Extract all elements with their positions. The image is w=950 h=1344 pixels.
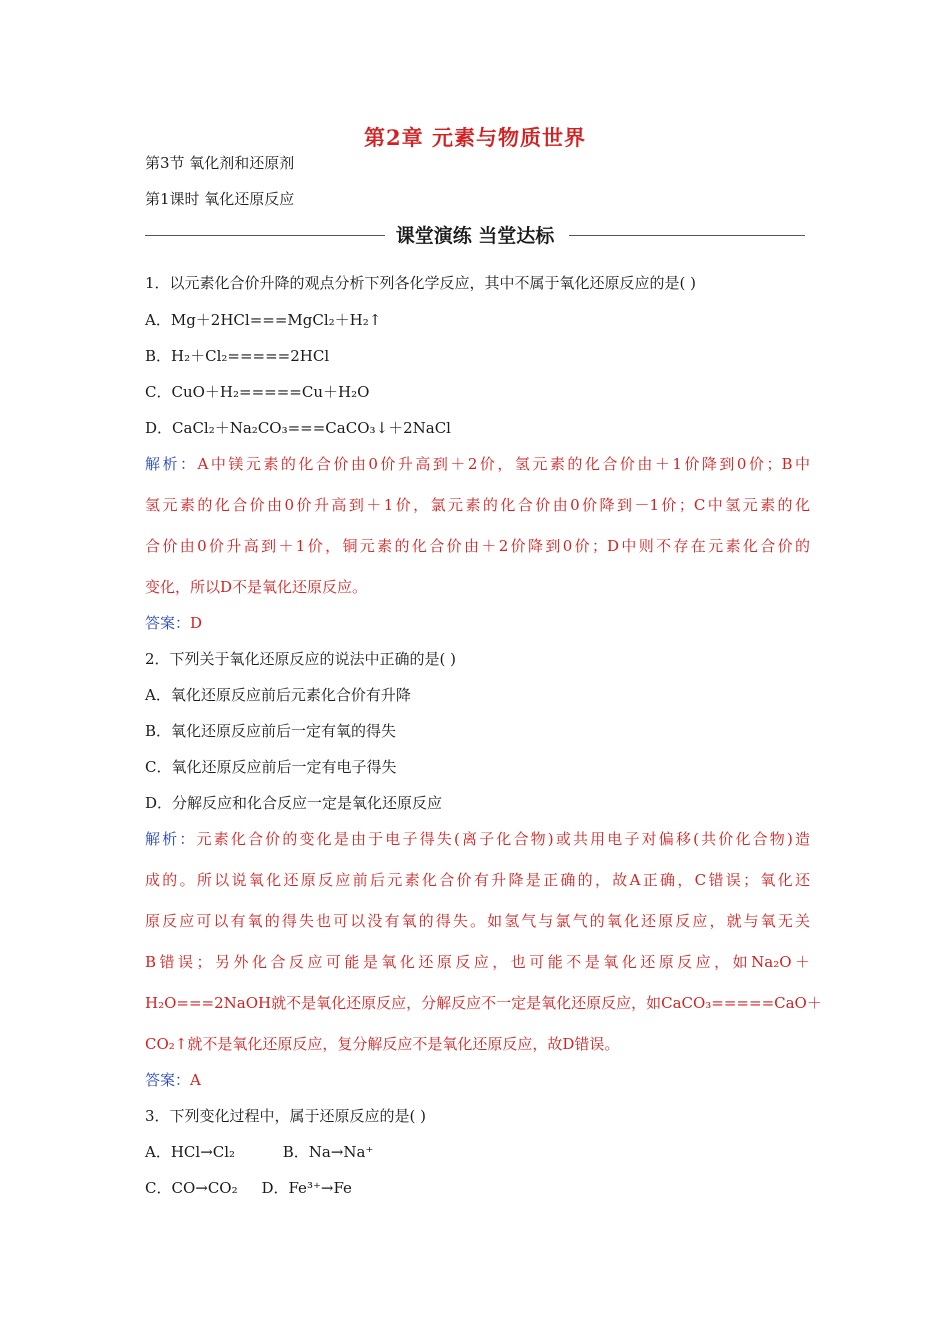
section-banner — [145, 220, 805, 250]
q2-analysis-line-6: CO₂↑就不是氧化还原反应，复分解反应不是氧化还原反应，故D错误。 — [145, 1035, 620, 1053]
section-heading: 第3节 氧化剂和还原剂 — [145, 154, 295, 172]
q2-analysis-line-2: 成的。所以说氧化还原反应前后元素化合价有升降是正确的，故A正确，C错误；氧化还 — [145, 871, 810, 889]
chapter-title: 第2章 元素与物质世界 — [364, 125, 586, 150]
q3-stem: 3．下列变化过程中，属于还原反应的是( ) — [145, 1107, 427, 1125]
q1-analysis-line-3: 合价由0价升高到＋1价，铜元素的化合价由＋2价降到0价；D中则不存在元素化合价的 — [145, 537, 810, 555]
q2-analysis-line-3: 原反应可以有氧的得失也可以没有氧的得失。如氢气与氯气的氧化还原反应，就与氧无关 — [145, 912, 810, 930]
answer-label: 答案： — [145, 1071, 191, 1089]
q1-analysis-line-1: 解析：A中镁元素的化合价由0价升高到＋2价，氢元素的化合价由＋1价降到0价；B中 — [145, 455, 810, 473]
banner-text: 课堂演练 当堂达标 — [395, 225, 555, 247]
q2-analysis-line-4: B错误；另外化合反应可能是氧化还原反应，也可能不是氧化还原反应，如Na₂O＋ — [145, 953, 810, 971]
q1-option-d: D．CaCl₂＋Na₂CO₃===CaCO₃↓＋2NaCl — [145, 419, 451, 437]
q2-stem: 2．下列关于氧化还原反应的说法中正确的是( ) — [145, 650, 457, 668]
q2-analysis-line-5: H₂O===2NaOH就不是氧化还原反应，分解反应不一定是氧化还原反应，如CaCO₃=====CaO＋ — [145, 994, 822, 1012]
q2-option-a: A．氧化还原反应前后元素化合价有升降 — [145, 686, 411, 704]
analysis-label: 解析： — [145, 455, 198, 473]
q1-stem: 1．以元素化合价升降的观点分析下列各化学反应，其中不属于氧化还原反应的是( ) — [145, 274, 697, 292]
lesson-heading: 第1课时 氧化还原反应 — [145, 190, 295, 208]
answer-label: 答案： — [145, 614, 191, 632]
q2-option-c: C．氧化还原反应前后一定有电子得失 — [145, 758, 397, 776]
q2-analysis-line-1: 解析：元素化合价的变化是由于电子得失(离子化合物)或共用电子对偏移(共价化合物)造 — [145, 830, 810, 848]
q2-option-b: B．氧化还原反应前后一定有氧的得失 — [145, 722, 397, 740]
q2-answer: 答案：A — [145, 1071, 201, 1089]
q1-analysis-line-4: 变化，所以D不是氧化还原反应。 — [145, 578, 368, 596]
q1-option-b: B．H₂＋Cl₂=====2HCl — [145, 347, 330, 365]
q3-options-row-2: C．CO→CO₂ D．Fe³⁺→Fe — [145, 1179, 352, 1197]
banner-rule-right — [569, 235, 805, 236]
analysis-label: 解析： — [145, 830, 197, 848]
q1-answer: 答案：D — [145, 614, 203, 632]
q2-option-d: D．分解反应和化合反应一定是氧化还原反应 — [145, 794, 443, 812]
q3-options-row-1: A．HCl→Cl₂ B．Na→Na⁺ — [145, 1143, 374, 1161]
q1-analysis-line-2: 氢元素的化合价由0价升高到＋1价，氯元素的化合价由0价降到－1价；C中氢元素的化 — [145, 496, 810, 514]
q1-option-c: C．CuO＋H₂=====Cu＋H₂O — [145, 383, 370, 401]
q1-option-a: A．Mg＋2HCl===MgCl₂＋H₂↑ — [145, 311, 382, 329]
